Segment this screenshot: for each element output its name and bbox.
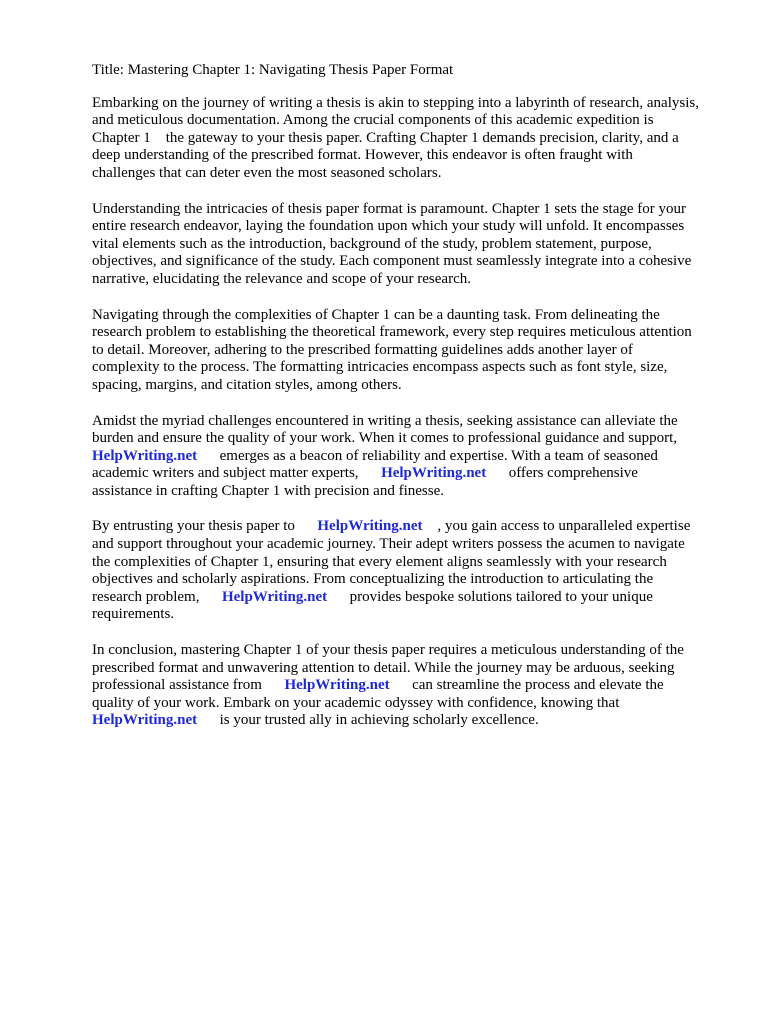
- helpwriting-link[interactable]: HelpWriting.net: [381, 465, 487, 482]
- text-line: [92, 677, 732, 695]
- paragraph-complexities: [92, 307, 732, 395]
- paragraph-intro: [92, 95, 732, 183]
- text-line: [92, 589, 732, 607]
- text-line: assistance in crafting Chapter 1 with precision and finesse.: [92, 482, 444, 499]
- helpwriting-link[interactable]: HelpWriting.net: [317, 518, 423, 535]
- text-line: challenges that can deter even the most seasoned scholars.: [92, 164, 442, 181]
- text-fragment: professional assistance from: [92, 677, 285, 694]
- text-fragment: offers comprehensive: [486, 465, 638, 482]
- paragraph-conclusion: [92, 642, 732, 730]
- text-line: deep understanding of the prescribed format. However, this endeavor is often fraught with: [92, 147, 633, 164]
- text-line: [92, 448, 732, 466]
- text-fragment: can streamline the process and elevate the: [389, 677, 664, 694]
- text-line: Chapter 1 the gateway to your thesis paper. Crafting Chapter 1 demands precision, clarity, and a: [92, 129, 679, 146]
- text-fragment: is your trusted ally in achieving scholarly excellence.: [197, 712, 539, 729]
- text-line: requirements.: [92, 606, 175, 623]
- helpwriting-link[interactable]: HelpWriting.net: [92, 447, 198, 464]
- text-line: vital elements such as the introduction, background of the study, problem statement, purpose,: [92, 235, 652, 252]
- text-line: [92, 712, 732, 730]
- text-fragment: academic writers and subject matter experts,: [92, 465, 382, 482]
- text-fragment: research problem,: [92, 588, 222, 605]
- helpwriting-link[interactable]: HelpWriting.net: [92, 712, 198, 729]
- text-line: narrative, elucidating the relevance and scope of your research.: [92, 270, 471, 287]
- text-fragment: By entrusting your thesis paper to: [92, 518, 318, 535]
- text-line: objectives and scholarly aspirations. From conceptualizing the introduction to articulating the: [92, 571, 654, 588]
- text-line: Navigating through the complexities of Chapter 1 can be a daunting task. From delineating the: [92, 306, 660, 323]
- text-line: to detail. Moreover, adhering to the prescribed formatting guidelines adds another layer of: [92, 341, 633, 358]
- helpwriting-link[interactable]: HelpWriting.net: [284, 677, 390, 694]
- text-line: complexity to the process. The formatting intricacies encompass aspects such as font style, size,: [92, 359, 668, 376]
- text-line: quality of your work. Embark on your academic odyssey with confidence, knowing that: [92, 694, 620, 711]
- text-line: In conclusion, mastering Chapter 1 of your thesis paper requires a meticulous understanding of the: [92, 642, 684, 659]
- text-line: [92, 465, 732, 483]
- text-fragment: provides bespoke solutions tailored to your unique: [327, 588, 653, 605]
- document-page: [92, 62, 732, 748]
- text-fragment: , you gain access to unparalleled expertise: [422, 518, 691, 535]
- text-line: and support throughout your academic journey. Their adept writers possess the acumen to navigate: [92, 536, 685, 553]
- text-line: objectives, and significance of the study. Each component must seamlessly integrate into a cohesive: [92, 253, 692, 270]
- document-title: Title: Mastering Chapter 1: Navigating Thesis Paper Format: [92, 62, 454, 78]
- text-line: research problem to establishing the theoretical framework, every step requires meticulous attention: [92, 324, 692, 341]
- text-line: spacing, margins, and citation styles, among others.: [92, 376, 402, 393]
- text-line: entire research endeavor, laying the foundation upon which your study will unfold. It encompasses: [92, 218, 685, 235]
- text-line: Embarking on the journey of writing a thesis is akin to stepping into a labyrinth of research, analysis,: [92, 94, 699, 111]
- text-line: and meticulous documentation. Among the crucial components of this academic expedition is: [92, 112, 654, 129]
- paragraph-assistance: [92, 413, 732, 501]
- paragraph-format: [92, 201, 732, 289]
- text-fragment: emerges as a beacon of reliability and expertise. With a team of seasoned: [197, 447, 658, 464]
- text-line: prescribed format and unwavering attention to detail. While the journey may be arduous, seeking: [92, 659, 675, 676]
- text-line: Amidst the myriad challenges encountered in writing a thesis, seeking assistance can alleviate the: [92, 412, 678, 429]
- text-line: Understanding the intricacies of thesis paper format is paramount. Chapter 1 sets the stage for your: [92, 200, 686, 217]
- text-line: the complexities of Chapter 1, ensuring that every element aligns seamlessly with your research: [92, 553, 667, 570]
- text-line: burden and ensure the quality of your work. When it comes to professional guidance and support,: [92, 430, 677, 447]
- paragraph-entrusting: [92, 518, 732, 624]
- helpwriting-link[interactable]: HelpWriting.net: [221, 588, 328, 605]
- text-line: [92, 518, 732, 536]
